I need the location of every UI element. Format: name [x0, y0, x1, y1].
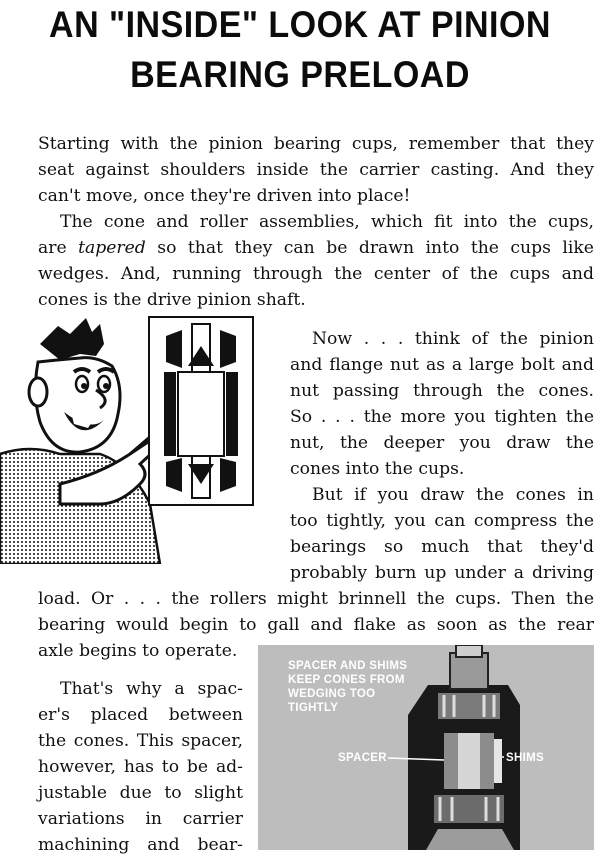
paragraph-2-line-2: are tapered so that they can be drawn into the cups like: [38, 238, 594, 258]
paragraph-3-line-4: So . . . the more you tighten the: [290, 407, 594, 427]
paragraph-4-line-2: too tightly, you can compress the: [290, 511, 594, 531]
paragraph-4-line-6: bearing would begin to gall and flake as soon as the rear: [38, 615, 594, 635]
shims-label: SHIMS: [506, 752, 544, 764]
paragraph-2-line-1: The cone and roller assemblies, which fit into the cups,: [60, 212, 594, 232]
paragraph-3-line-5: nut, the deeper you draw the: [290, 433, 594, 453]
paragraph-4-line-5: load. Or . . . the rollers might brinnell the cups. Then the: [38, 589, 594, 609]
paragraph-5-line-1: That's why a spac-: [60, 679, 243, 699]
paragraph-4-line-7: axle begins to operate.: [38, 641, 238, 661]
paragraph-4-line-1: But if you draw the cones in: [312, 485, 594, 505]
paragraph-5-line-7: machining and bear-: [38, 835, 243, 855]
paragraph-3-line-3: nut passing through the cones.: [290, 381, 594, 401]
paragraph-2-line-3: wedges. And, running through the center of the cups and: [38, 264, 594, 284]
paragraph-1-line-2: seat against shoulders inside the carrier casting. And they: [38, 160, 594, 180]
paragraph-3-line-2: and flange nut as a large bolt and: [290, 355, 594, 375]
paragraph-5-line-4: however, has to be ad-: [38, 757, 243, 777]
paragraph-4-line-4: probably burn up under a driving: [290, 563, 594, 583]
paragraph-1-line-1: Starting with the pinion bearing cups, remember that they: [38, 134, 594, 154]
emphasis-tapered: tapered: [78, 238, 146, 258]
pinion-assembly-photo: [258, 645, 594, 850]
paragraph-5-line-2: er's placed between: [38, 705, 243, 725]
spacer-label: SPACER: [338, 752, 387, 764]
bearing-cross-section-diagram: [148, 316, 254, 506]
photo-caption: SPACER AND SHIMS KEEP CONES FROM WEDGING TOO TIGHTLY: [288, 660, 408, 714]
paragraph-1-line-3: can't move, once they're driven into place!: [38, 186, 411, 206]
paragraph-5-line-3: the cones. This spacer,: [38, 731, 243, 751]
paragraph-4-line-3: bearings so much that they'd: [290, 537, 594, 557]
paragraph-5-line-6: variations in carrier: [38, 809, 243, 829]
paragraph-3-line-6: cones into the cups.: [290, 459, 465, 479]
page-title-line-1: AN "INSIDE" LOOK AT PINION: [49, 4, 551, 45]
paragraph-2-line-4: cones is the drive pinion shaft.: [38, 290, 306, 310]
page-title-line-2: BEARING PRELOAD: [130, 54, 470, 95]
paragraph-3-line-1: Now . . . think of the pinion: [312, 329, 594, 349]
paragraph-5-line-5: justable due to slight: [38, 783, 243, 803]
